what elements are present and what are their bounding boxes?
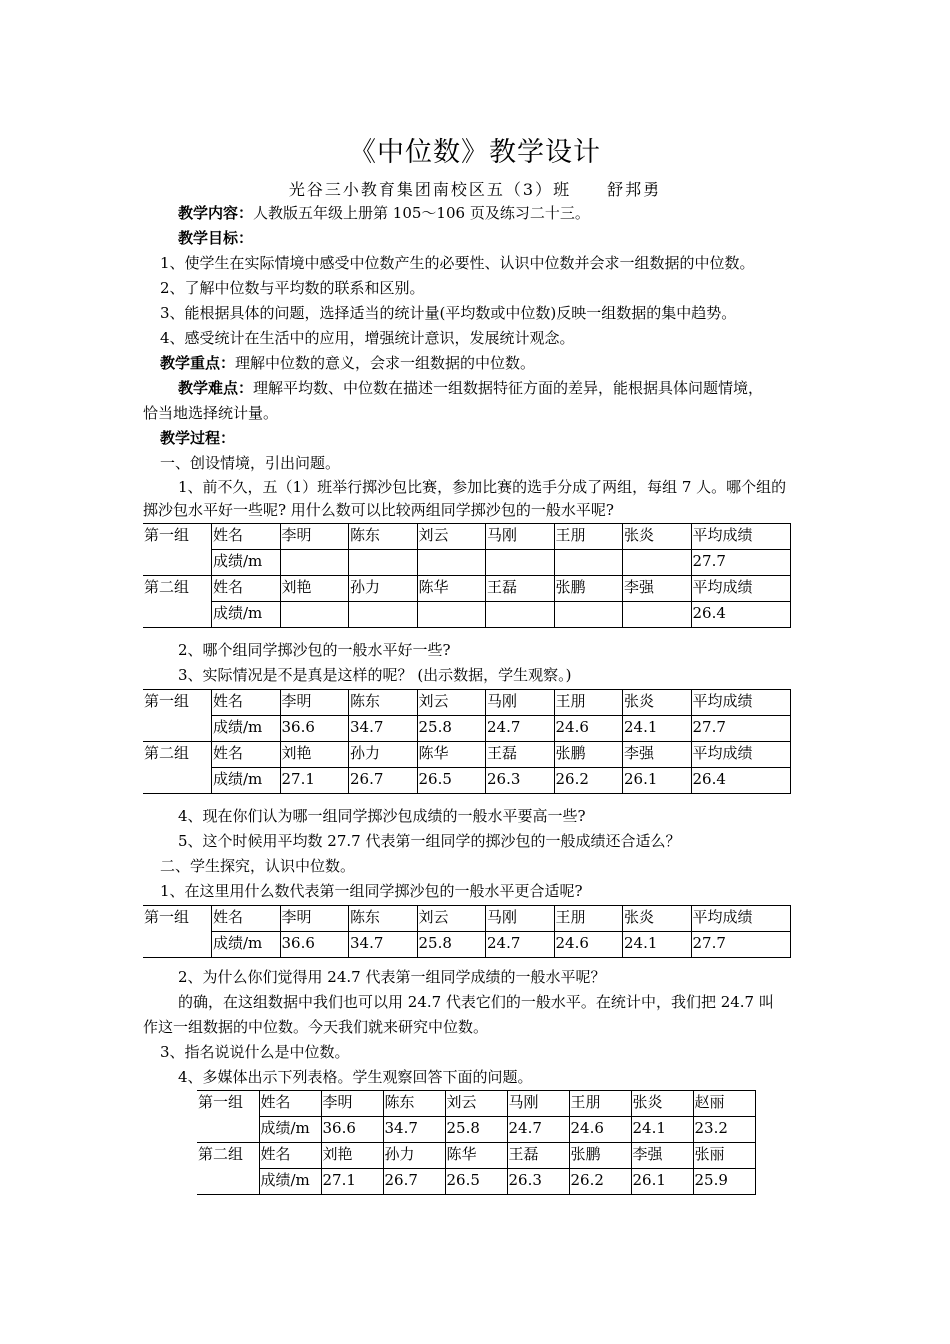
table-cell: 26.3 <box>507 1169 569 1195</box>
table-cell: 张炎 <box>623 690 692 716</box>
table-cell <box>554 602 623 628</box>
table-cell <box>486 550 555 576</box>
process-label: 教学过程： <box>160 429 236 447</box>
question-line: 1、在这里用什么数代表第一组同学掷沙包的一般水平更合适呢? <box>160 882 583 900</box>
table-cell: 刘云 <box>445 1091 507 1117</box>
table-row <box>197 1117 755 1143</box>
group-label: 第一组 <box>197 1091 259 1143</box>
table-cell: 张炎 <box>631 1091 693 1117</box>
table-cell: 李明 <box>280 690 349 716</box>
table-cell: 26.3 <box>486 768 555 794</box>
table-cell: 26.1 <box>623 768 692 794</box>
section-heading: 二、学生探究，认识中位数。 <box>160 857 356 875</box>
difficulty-text-cont: 恰当地选择统计量。 <box>143 404 279 422</box>
group-label: 第一组 <box>143 906 212 958</box>
key-point <box>160 353 535 373</box>
table-cell: 姓名 <box>259 1091 321 1117</box>
table-cell: 26.7 <box>383 1169 445 1195</box>
question-line: 5、这个时候用平均数 27.7 代表第一组同学的掷沙包的一般成绩还合适么？ <box>178 832 681 850</box>
table-cell: 36.6 <box>280 716 349 742</box>
group-label: 第二组 <box>143 742 212 794</box>
table-cell: 25.8 <box>445 1117 507 1143</box>
group-label: 第二组 <box>197 1143 259 1195</box>
table-cell: 李明 <box>280 906 349 932</box>
table-cell: 张鹏 <box>554 576 623 602</box>
table-cell: 26.2 <box>569 1169 631 1195</box>
table-cell: 24.1 <box>631 1117 693 1143</box>
question-line: 3、指名说说什么是中位数。 <box>160 1043 350 1061</box>
question-line: 2、哪个组同学掷沙包的一般水平好一些? <box>178 641 451 659</box>
table-cell: 25.8 <box>417 932 486 958</box>
goal-item: 2、了解中位数与平均数的联系和区别。 <box>160 279 425 297</box>
table-row <box>197 1091 755 1117</box>
table-cell <box>417 602 486 628</box>
table-cell: 王磊 <box>507 1143 569 1169</box>
table-cell: 25.8 <box>417 716 486 742</box>
table-cell: 姓名 <box>212 690 281 716</box>
table-cell <box>554 550 623 576</box>
table-cell <box>417 550 486 576</box>
table-cell: 陈华 <box>417 576 486 602</box>
table-cell: 陈东 <box>383 1091 445 1117</box>
table-cell: 36.6 <box>321 1117 383 1143</box>
table-cell: 陈东 <box>349 690 418 716</box>
goal-item: 4、感受统计在生活中的应用，增强统计意识，发展统计观念。 <box>160 329 575 347</box>
table-cell: 26.5 <box>417 768 486 794</box>
table-cell: 王朋 <box>569 1091 631 1117</box>
table-cell: 24.1 <box>623 932 692 958</box>
table-cell: 王磊 <box>486 742 555 768</box>
table-cell: 张鹏 <box>569 1143 631 1169</box>
table-cell <box>623 550 692 576</box>
table-cell: 成绩/m <box>212 768 281 794</box>
table-cell: 赵丽 <box>693 1091 755 1117</box>
paragraph-line: 的确，在这组数据中我们也可以用 24.7 代表它们的一般水平。在统计中，我们把 24.7 叫 <box>178 993 774 1011</box>
table-cell: 平均成绩 <box>691 690 791 716</box>
content-label: 教学内容： <box>178 204 254 222</box>
author-line: 光谷三小教育集团南校区五（3）班 舒邦勇 <box>288 180 662 199</box>
table-cell: 姓名 <box>212 524 281 550</box>
table-cell: 张鹏 <box>554 742 623 768</box>
table-cell: 26.1 <box>631 1169 693 1195</box>
table-cell: 马刚 <box>486 906 555 932</box>
table-cell <box>280 550 349 576</box>
table-cell: 27.1 <box>321 1169 383 1195</box>
score-table-blank <box>143 523 791 628</box>
table-cell: 王朋 <box>554 906 623 932</box>
table-cell: 27.7 <box>691 716 791 742</box>
table-cell: 成绩/m <box>212 550 281 576</box>
paragraph-line: 作这一组数据的中位数。今天我们就来研究中位数。 <box>143 1018 489 1036</box>
table-cell: 李强 <box>623 576 692 602</box>
difficulty <box>178 378 763 398</box>
table-cell: 平均成绩 <box>691 524 791 550</box>
table-cell: 姓名 <box>259 1143 321 1169</box>
table-cell: 34.7 <box>349 716 418 742</box>
group-label: 第二组 <box>143 576 212 628</box>
difficulty-text: 理解平均数、中位数在描述一组数据特征方面的差异，能根据具体问题情境， <box>253 379 764 397</box>
score-table-filled <box>143 689 791 794</box>
table-cell: 27.1 <box>280 768 349 794</box>
table-cell: 王朋 <box>554 524 623 550</box>
table-cell: 陈华 <box>445 1143 507 1169</box>
table-cell: 刘艳 <box>280 576 349 602</box>
teaching-content <box>178 203 590 223</box>
table-cell: 34.7 <box>349 932 418 958</box>
table-cell: 23.2 <box>693 1117 755 1143</box>
table-cell: 24.7 <box>507 1117 569 1143</box>
table-cell: 孙力 <box>383 1143 445 1169</box>
table-row <box>143 690 791 716</box>
table-row <box>143 576 791 602</box>
table-cell: 24.7 <box>486 932 555 958</box>
table-cell: 26.2 <box>554 768 623 794</box>
section-heading: 一、创设情境，引出问题。 <box>160 454 341 472</box>
table-cell: 李明 <box>321 1091 383 1117</box>
difficulty-label: 教学难点： <box>178 379 254 397</box>
table-cell: 马刚 <box>507 1091 569 1117</box>
table-cell: 王朋 <box>554 690 623 716</box>
table-cell: 26.4 <box>691 768 791 794</box>
table-cell: 孙力 <box>349 576 418 602</box>
table-cell: 27.7 <box>691 550 791 576</box>
table-row <box>143 550 791 576</box>
goal-item: 1、使学生在实际情境中感受中位数产生的必要性、认识中位数并会求一组数据的中位数。 <box>160 254 755 272</box>
table-cell: 刘云 <box>417 906 486 932</box>
table-cell: 姓名 <box>212 576 281 602</box>
table-cell: 张炎 <box>623 524 692 550</box>
question-line: 2、为什么你们觉得用 24.7 代表第一组同学成绩的一般水平呢？ <box>178 968 606 986</box>
table-cell: 24.6 <box>569 1117 631 1143</box>
table-cell: 刘艳 <box>280 742 349 768</box>
table-cell: 36.6 <box>280 932 349 958</box>
group1-score-table <box>143 905 791 958</box>
table-cell: 24.1 <box>623 716 692 742</box>
table-cell: 姓名 <box>212 742 281 768</box>
key-point-label: 教学重点： <box>160 354 236 372</box>
question-line: 3、实际情况是不是真是这样的呢？ (出示数据，学生观察。) <box>178 666 572 684</box>
table-cell: 27.7 <box>691 932 791 958</box>
table-cell: 26.4 <box>691 602 791 628</box>
table-cell: 成绩/m <box>212 716 281 742</box>
table-cell: 李明 <box>280 524 349 550</box>
table-cell: 平均成绩 <box>691 906 791 932</box>
table-cell <box>349 550 418 576</box>
table-row <box>143 932 791 958</box>
table-cell: 姓名 <box>212 906 281 932</box>
table-cell: 马刚 <box>486 524 555 550</box>
table-cell: 陈华 <box>417 742 486 768</box>
table-cell: 刘艳 <box>321 1143 383 1169</box>
group-label: 第一组 <box>143 690 212 742</box>
table-cell: 26.5 <box>445 1169 507 1195</box>
table-cell: 26.7 <box>349 768 418 794</box>
key-point-text: 理解中位数的意义，会求一组数据的中位数。 <box>235 354 536 372</box>
table-cell <box>486 602 555 628</box>
table-cell: 马刚 <box>486 690 555 716</box>
table-cell: 24.6 <box>554 932 623 958</box>
table-cell: 刘云 <box>417 690 486 716</box>
table-row <box>143 768 791 794</box>
table-cell: 孙力 <box>349 742 418 768</box>
table-cell: 34.7 <box>383 1117 445 1143</box>
comparison-table <box>197 1090 756 1195</box>
table-cell: 刘云 <box>417 524 486 550</box>
table-cell: 王磊 <box>486 576 555 602</box>
table-cell: 成绩/m <box>259 1117 321 1143</box>
table-cell: 25.9 <box>693 1169 755 1195</box>
table-cell <box>349 602 418 628</box>
question-line: 4、多媒体出示下列表格。学生观察回答下面的问题。 <box>178 1068 533 1086</box>
table-row <box>143 524 791 550</box>
table-cell: 李强 <box>623 742 692 768</box>
table-cell: 陈东 <box>349 906 418 932</box>
table-cell: 成绩/m <box>212 932 281 958</box>
table-row <box>197 1169 755 1195</box>
table-cell: 平均成绩 <box>691 576 791 602</box>
paragraph-line: 掷沙包水平好一些呢? 用什么数可以比较两组同学掷沙包的一般水平呢? <box>143 501 614 519</box>
table-row <box>143 602 791 628</box>
table-row <box>143 906 791 932</box>
goal-item: 3、能根据具体的问题，选择适当的统计量(平均数或中位数)反映一组数据的集中趋势。 <box>160 304 737 322</box>
table-row <box>143 716 791 742</box>
table-cell <box>280 602 349 628</box>
table-cell: 24.6 <box>554 716 623 742</box>
table-row <box>143 742 791 768</box>
group-label: 第一组 <box>143 524 212 576</box>
paragraph-line: 1、前不久，五（1）班举行掷沙包比赛，参加比赛的选手分成了两组，每组 7 人。哪个组的 <box>178 478 787 496</box>
table-cell: 陈东 <box>349 524 418 550</box>
table-cell: 张炎 <box>623 906 692 932</box>
table-cell: 成绩/m <box>259 1169 321 1195</box>
table-row <box>197 1143 755 1169</box>
table-cell: 平均成绩 <box>691 742 791 768</box>
table-cell <box>623 602 692 628</box>
table-cell: 24.7 <box>486 716 555 742</box>
content-text: 人教版五年级上册第 105～106 页及练习二十三。 <box>253 204 590 222</box>
table-cell: 李强 <box>631 1143 693 1169</box>
goals-label: 教学目标： <box>178 229 254 247</box>
question-line: 4、现在你们认为哪一组同学掷沙包成绩的一般水平要高一些? <box>178 807 586 825</box>
table-cell: 成绩/m <box>212 602 281 628</box>
table-cell: 张丽 <box>693 1143 755 1169</box>
page-title: 《中位数》教学设计 <box>349 137 601 168</box>
